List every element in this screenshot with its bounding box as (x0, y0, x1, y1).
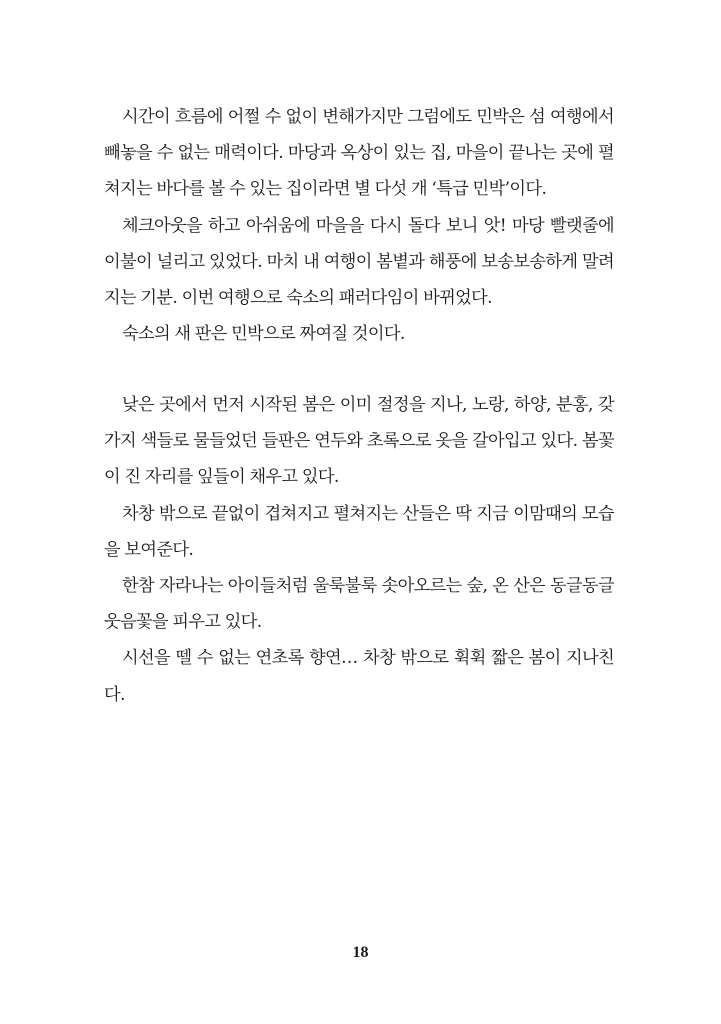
paragraph: 시간이 흐름에 어쩔 수 없이 변해가지만 그럼에도 민박은 섬 여행에서 빼놓을 수 없는 매력이다. 마당과 옥상이 있는 집, 마을이 끝나는 곳에 펼쳐지는 바다를 볼 수 있는 집이라면 별 다섯 개 ‘특급 민박’이다. (104, 107, 614, 200)
paragraph: 체크아웃을 하고 아쉬움에 마을을 다시 돌다 보니 앗! 마당 빨랫줄에 이불이 널리고 있었다. 마치 내 여행이 봄볕과 해풍에 보송보송하게 말려지는 기분. 이번 여행으로 숙소의 패러다임이 바뀌었다. (104, 215, 614, 309)
text-section-2 (104, 387, 614, 713)
paragraph: 숙소의 새 판은 민박으로 짜여질 것이다. (122, 324, 405, 345)
paragraph: 차창 밖으로 끝없이 겹쳐지고 펼쳐지는 산들은 딱 지금 이맘때의 모습을 보여준다. (104, 503, 614, 560)
paragraph: 한참 자라나는 아이들처럼 울룩불룩 솟아오르는 숲, 온 산은 동글동글 웃음꽃을 피우고 있다. (104, 576, 614, 633)
page-number: 18 (352, 944, 369, 961)
paragraph: 낮은 곳에서 먼저 시작된 봄은 이미 절정을 지나, 노랑, 하양, 분홍, 갖가지 색들로 물들었던 들판은 연두와 초록으로 옷을 갈아입고 있다. 봄꽃이 진 자리를 잎들이 채우고 있다. (104, 395, 614, 488)
text-section-1 (104, 99, 614, 352)
paragraph: 시선을 뗄 수 없는 연초록 향연… 차창 밖으로 휙휙 짧은 봄이 지나친다. (104, 648, 614, 705)
